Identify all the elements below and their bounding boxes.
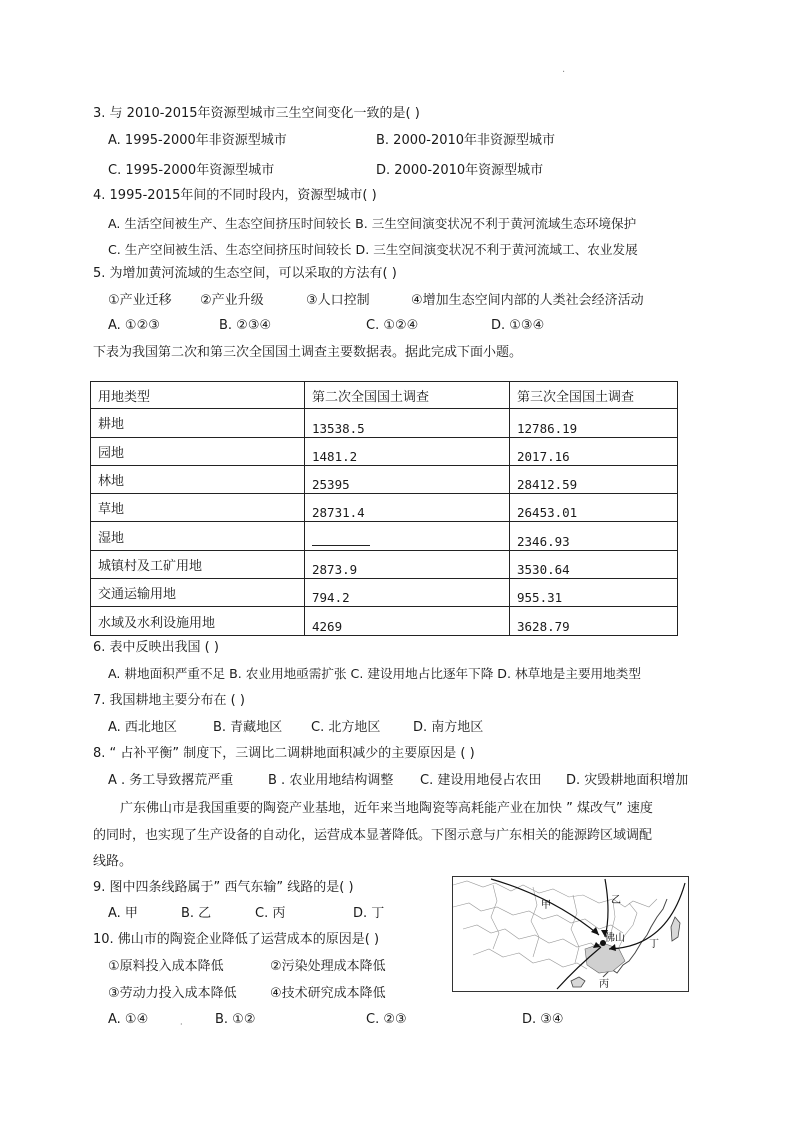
q6-stem: 6. 表中反映出我国 ( ) — [93, 640, 219, 655]
q5-choice-4: ④增加生态空间内部的人类社会经济活动 — [411, 293, 644, 308]
third-survey-value: 955.31 — [510, 579, 678, 607]
route-jia-label: 甲 — [541, 900, 551, 911]
q3-option-b: B. 2000-2010年非资源型城市 — [376, 133, 556, 148]
q7-stem: 7. 我国耕地主要分布在 ( ) — [93, 693, 245, 708]
third-survey-value: 2346.93 — [510, 522, 678, 550]
second-survey-value: 2873.9 — [305, 550, 510, 578]
q9-option-c: C. 丙 — [255, 906, 286, 921]
q5-option-b: B. ②③④ — [219, 318, 272, 333]
q10-option-b: B. ①② — [215, 1012, 256, 1027]
q7-option-a: A. 西北地区 — [108, 720, 177, 735]
taiwan-island — [671, 917, 680, 941]
q10-choice-2: ②污染处理成本降低 — [270, 959, 386, 974]
q9-option-a: A. 甲 — [108, 906, 138, 921]
stray-dot-small: · — [180, 1020, 183, 1029]
province-boundaries — [453, 881, 657, 969]
q8-option-a: A . 务工导致撂荒严重 — [108, 773, 234, 788]
q6-options: A. 耕地面积严重不足 B. 农业用地亟需扩张 C. 建设用地占比逐年下降 D. 林草地是主要用地类型 — [108, 666, 641, 681]
q5-option-c: C. ①②④ — [366, 318, 419, 333]
routes — [491, 879, 685, 989]
second-survey-value: 13538.5 — [305, 409, 510, 437]
q8-stem: 8. “ 占补平衡” 制度下，三调比二调耕地面积减少的主要原因是 ( ) — [93, 746, 475, 761]
q4-options-ab: A. 生活空间被生产、生态空间挤压时间较长 B. 三生空间演变状况不利于黄河流域生态环境保护 — [108, 216, 637, 231]
third-survey-value: 12786.19 — [510, 409, 678, 437]
second-survey-value: 794.2 — [305, 579, 510, 607]
map-drawing — [453, 877, 689, 992]
q4-options-cd: C. 生产空间被生活、生态空间挤压时间较长 D. 三生空间演变状况不利于黄河流域工、农业发展 — [108, 242, 638, 257]
q8-option-c: C. 建设用地侵占农田 — [420, 773, 542, 788]
energy-route-map — [452, 876, 689, 992]
q7-option-b: B. 青藏地区 — [213, 720, 283, 735]
header-third-survey: 第三次全国国土调查 — [510, 382, 678, 409]
q7-option-d: D. 南方地区 — [413, 720, 484, 735]
q10-option-d: D. ③④ — [522, 1012, 564, 1027]
q8-option-b: B . 农业用地结构调整 — [268, 773, 394, 788]
hainan-island — [571, 977, 585, 987]
q8-option-d: D. 灾毁耕地面积增加 — [566, 773, 689, 788]
route-yi-line — [605, 879, 608, 937]
table-row — [91, 522, 678, 550]
land-use-table — [90, 381, 678, 636]
third-survey-value: 28412.59 — [510, 465, 678, 493]
third-survey-value: 26453.01 — [510, 494, 678, 522]
second-survey-value-blank — [305, 522, 510, 550]
land-type: 耕地 — [91, 409, 305, 437]
table-row — [91, 437, 678, 465]
second-survey-value: 28731.4 — [305, 494, 510, 522]
q5-choice-1: ①产业迁移 — [108, 293, 172, 308]
passage-line-3: 线路。 — [93, 854, 133, 869]
second-survey-value: 1481.2 — [305, 437, 510, 465]
q3-option-d: D. 2000-2010年资源型城市 — [376, 163, 544, 178]
blank-underline — [312, 533, 370, 546]
q7-option-c: C. 北方地区 — [311, 720, 381, 735]
q9-stem: 9. 图中四条线路属于” 西气东输” 线路的是( ) — [93, 880, 354, 895]
q10-option-c: C. ②③ — [366, 1012, 407, 1027]
land-type: 城镇村及工矿用地 — [91, 550, 305, 578]
table-header-row — [91, 382, 678, 409]
q3-stem: 3. 与 2010-2015年资源型城市三生空间变化一致的是( ) — [93, 106, 420, 121]
third-survey-value: 2017.16 — [510, 437, 678, 465]
q9-option-d: D. 丁 — [353, 906, 385, 921]
header-land-type: 用地类型 — [91, 382, 305, 409]
q10-option-a: A. ①④ — [108, 1012, 149, 1027]
land-type: 交通运输用地 — [91, 579, 305, 607]
q5-stem: 5. 为增加黄河流域的生态空间，可以采取的方法有( ) — [93, 266, 397, 281]
q3-option-a: A. 1995-2000年非资源型城市 — [108, 133, 287, 148]
second-survey-value: 25395 — [305, 465, 510, 493]
table-row — [91, 579, 678, 607]
q5-choice-2: ②产业升级 — [200, 293, 264, 308]
q10-stem: 10. 佛山市的陶瓷企业降低了运营成本的原因是( ) — [93, 932, 380, 947]
land-type: 草地 — [91, 494, 305, 522]
q3-option-c: C. 1995-2000年资源型城市 — [108, 163, 275, 178]
q10-choice-4: ④技术研究成本降低 — [270, 986, 386, 1001]
stray-dot: · — [562, 67, 566, 78]
q5-choice-3: ③人口控制 — [306, 293, 370, 308]
table-intro: 下表为我国第二次和第三次全国国土调查主要数据表。据此完成下面小题。 — [93, 345, 523, 360]
q5-option-a: A. ①②③ — [108, 318, 160, 333]
passage-line-2: 的同时，也实现了生产设备的自动化，运营成本显著降低。下图示意与广东相关的能源跨区域调配 — [93, 828, 653, 843]
header-second-survey: 第二次全国国土调查 — [305, 382, 510, 409]
table-row — [91, 494, 678, 522]
q4-stem: 4. 1995-2015年间的不同时段内，资源型城市( ) — [93, 188, 377, 203]
table-row — [91, 550, 678, 578]
route-ding-label: 丁 — [649, 939, 659, 950]
table-row — [91, 607, 678, 635]
route-yi-label: 乙 — [611, 895, 621, 906]
third-survey-value: 3628.79 — [510, 607, 678, 635]
land-type: 湿地 — [91, 522, 305, 550]
q10-choice-3: ③劳动力投入成本降低 — [108, 986, 237, 1001]
foshan-label: 佛山 — [605, 933, 625, 944]
table-row — [91, 465, 678, 493]
q9-option-b: B. 乙 — [181, 906, 212, 921]
route-bing-label: 丙 — [599, 979, 609, 990]
land-type: 林地 — [91, 465, 305, 493]
land-type: 水域及水利设施用地 — [91, 607, 305, 635]
second-survey-value: 4269 — [305, 607, 510, 635]
guangdong-region — [585, 943, 625, 973]
q5-option-d: D. ①③④ — [491, 318, 545, 333]
q10-choice-1: ①原料投入成本降低 — [108, 959, 224, 974]
third-survey-value: 3530.64 — [510, 550, 678, 578]
table-row — [91, 409, 678, 437]
land-type: 园地 — [91, 437, 305, 465]
passage-line-1: 广东佛山市是我国重要的陶瓷产业基地，近年来当地陶瓷等高耗能产业在加快 ” 煤改气” 速度 — [120, 801, 653, 816]
